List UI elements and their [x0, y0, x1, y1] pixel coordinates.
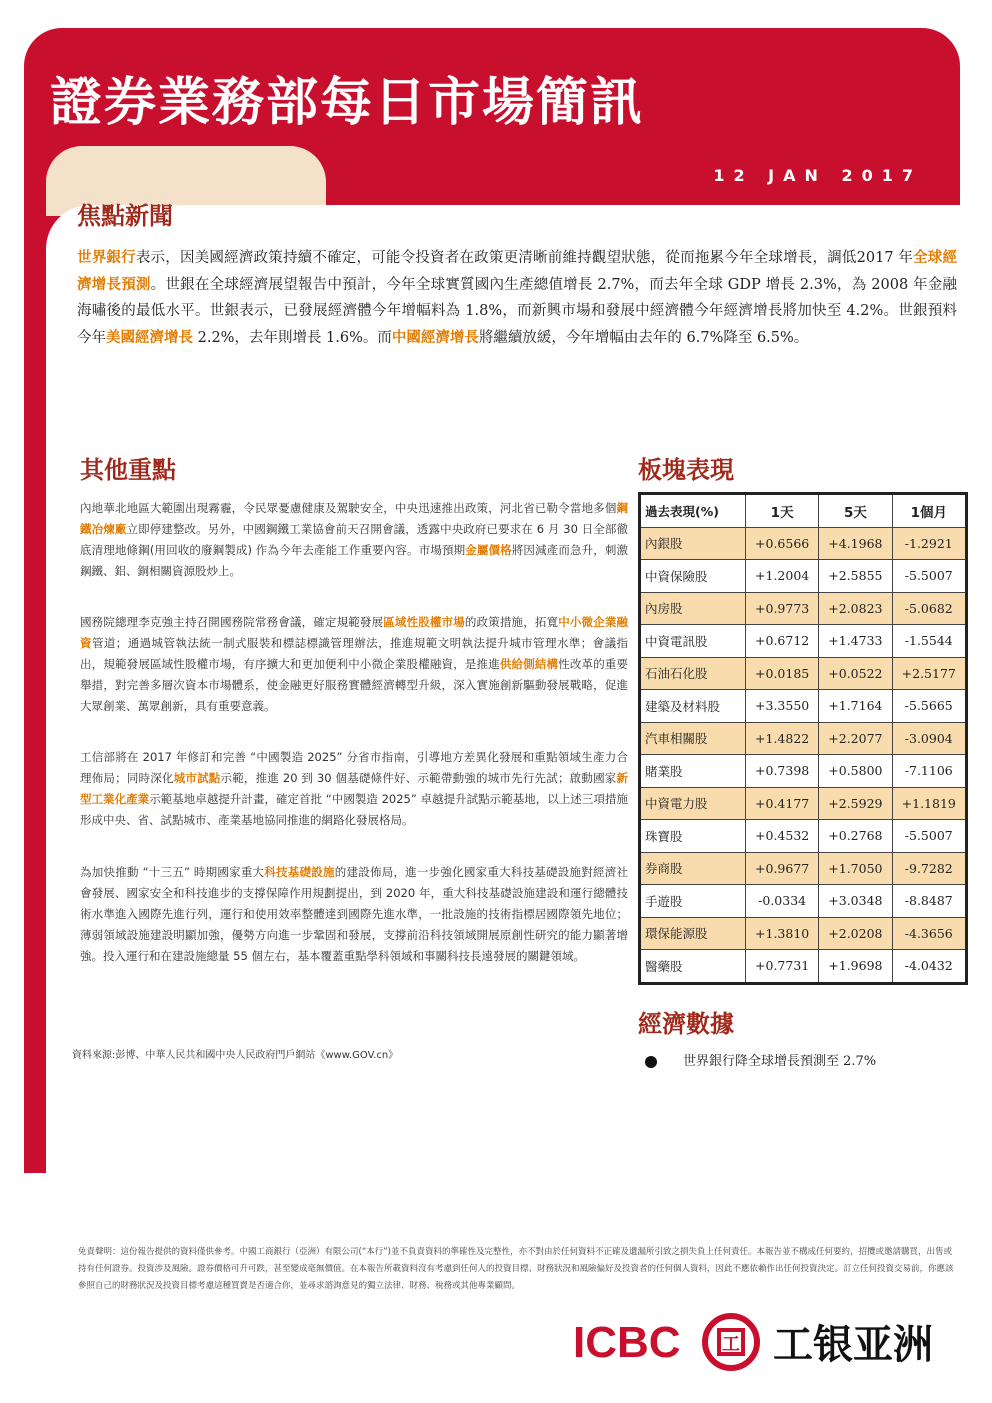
highlight-paragraph-4: [80, 862, 628, 967]
value-1-day: -0.0334: [746, 885, 819, 918]
text-segment: 性改革的重要舉措，對完善多層次資本市場體系，使金融更好服務實體經濟轉型升級，深入實施創新驅動發展戰略，促進大眾創業、萬眾創新，具有重要意義。: [80, 657, 629, 713]
text-segment: 的建設佈局，進一步強化國家重大科技基礎設施對經濟社會發展、國家安全和科技進步的支撐保障作用規劃提出，到 2020 年，重大科技基礎設施建設和運行總體技術水準進入國際先進行列，運行和使用效率整體達到國際先進水準，一批設施的技術指標居國際領先地位；薄弱領域設施建設明顯加強，優勢方向進一步鞏固和發展，支撐前沿科技領域開展原創性研究的能力顯著增強。投入運行和在建設施總量 55 個左右，基本覆蓋重點學科領域和事關科技長遠發展的關鍵領域。: [80, 865, 628, 963]
text-segment: 為加快推動 “十三五” 時期國家重大: [80, 865, 265, 879]
table-row: [640, 787, 967, 820]
sector-name: 珠寶股: [640, 820, 746, 853]
table-row: [640, 592, 967, 625]
value-1-month: -5.5007: [892, 820, 966, 853]
text-segment: 2.2%，去年則增長 1.6%。而: [193, 329, 392, 346]
table-row: [640, 885, 967, 918]
value-1-month: -5.5665: [892, 690, 966, 723]
text-segment: 管道；通過城管執法統一制式服裝和標誌標識管理辦法，推進規範文明執法提升城市管理水準；會議指出，規範發展區域性股權市場，有序擴大和更加便利中小微企業股權融資，是推進: [80, 636, 629, 671]
highlight-keyword: 科技基礎設施: [264, 865, 335, 879]
value-5-day: +1.4733: [819, 625, 892, 658]
highlight-paragraph-3: [80, 747, 628, 831]
value-1-day: +0.9773: [746, 592, 819, 625]
sector-name: 建築及材料股: [640, 690, 746, 723]
sector-name: 醫藥股: [640, 950, 746, 984]
icbc-emblem-icon: [705, 1316, 757, 1368]
highlight-keyword: 金屬價格: [465, 543, 512, 557]
table-row: [640, 527, 967, 560]
value-5-day: +0.2768: [819, 820, 892, 853]
sector-name: 石油石化股: [640, 657, 746, 690]
value-5-day: +1.9698: [819, 950, 892, 984]
value-1-day: +0.6712: [746, 625, 819, 658]
value-1-month: -3.0904: [892, 722, 966, 755]
value-5-day: +1.7164: [819, 690, 892, 723]
value-5-day: +0.0522: [819, 657, 892, 690]
text-segment: 工信部將在 2017 年修訂和完善 “中國製造 2025” 分省市指南，引導地方差異化發展和重點領域生產力合理佈局；同時深化: [80, 750, 628, 785]
text-segment: 將因減產而急升，刺激鋼鐵、鋁、銅相關資源股炒上。: [80, 543, 629, 578]
logo-emblem-text: 工: [722, 1334, 740, 1355]
value-1-month: -4.3656: [892, 917, 966, 950]
sector-name: 中資電力股: [640, 787, 746, 820]
value-5-day: +2.0208: [819, 917, 892, 950]
value-1-month: -8.8487: [892, 885, 966, 918]
highlight-keyword: 鋼鐵冶煉廠: [80, 501, 628, 536]
highlight-keyword: 供給側結構: [499, 657, 559, 671]
value-1-day: +3.3550: [746, 690, 819, 723]
source-note: 資料來源:彭博、中華人民共和國中央人民政府門戶網站《www.GOV.cn》: [72, 1050, 399, 1061]
bullet-icon: [645, 1056, 657, 1068]
table-row: [640, 820, 967, 853]
sector-name: 內房股: [640, 592, 746, 625]
value-1-day: +1.2004: [746, 560, 819, 593]
text-segment: 示範基地卓越提升計畫，確定首批 “中國製造 2025” 卓越提升試點示範基地，以上述三項措施形成中央、省、試點城市、產業基地協同推進的網路化發展格局。: [80, 792, 629, 827]
column-header: 過去表現(%): [640, 494, 746, 528]
highlight-keyword: 美國經濟增長: [106, 329, 193, 346]
icbc-logo: [573, 1312, 963, 1372]
sector-name: 賭業股: [640, 755, 746, 788]
sector-performance-heading: 板塊表現: [638, 456, 734, 484]
highlight-keyword: 區域性股權市場: [383, 615, 465, 629]
highlight-paragraph-1: [80, 498, 628, 582]
table-row: [640, 852, 967, 885]
logo-chinese-text: 工银亚洲: [773, 1322, 933, 1368]
highlight-keyword: 城市試點: [173, 771, 221, 785]
value-1-day: +1.3810: [746, 917, 819, 950]
column-header: 1個月: [892, 494, 966, 528]
value-5-day: +2.2077: [819, 722, 892, 755]
sector-name: 券商股: [640, 852, 746, 885]
highlight-keyword: 中國經濟增長: [391, 329, 479, 346]
highlight-keyword: 全球經濟增長預測: [77, 250, 957, 293]
other-highlights-heading: 其他重點: [80, 456, 176, 484]
table-row: [640, 625, 967, 658]
table-row: [640, 755, 967, 788]
text-segment: 國務院總理李克強主持召開國務院常務會議，確定規範發展: [80, 615, 384, 629]
economic-data-text: 世界銀行降全球增長預測至 2.7%: [683, 1054, 877, 1069]
economic-data-heading: 經濟數據: [638, 1010, 734, 1038]
value-1-day: +0.6566: [746, 527, 819, 560]
sector-name: 環保能源股: [640, 917, 746, 950]
highlight-keyword: 新型工業化產業: [80, 771, 629, 806]
value-5-day: +4.1968: [819, 527, 892, 560]
sector-name: 內銀股: [640, 527, 746, 560]
text-segment: 。世銀在全球經濟展望報告中預計，今年全球實質國內生產總值增長 2.7%，而去年全球 GDP 增長 2.3%，為 2008 年金融海嘯後的最低水平。世銀表示，已發展經濟體今年增幅料為 1.8%，而新興市場和發展中經濟體今年經濟增長將加快至 4.2%。世銀預料今年: [77, 276, 957, 346]
text-segment: 示範，推進 20 到 30 個基礎條件好、示範帶動強的城市先行先試；啟動國家: [220, 771, 617, 785]
text-segment: 的政策措施，拓寬: [464, 615, 559, 629]
table-row: [640, 950, 967, 984]
sector-name: 汽車相關股: [640, 722, 746, 755]
value-5-day: +2.5855: [819, 560, 892, 593]
value-1-month: -9.7282: [892, 852, 966, 885]
text-segment: 立即停建整改。另外，中國鋼鐵工業協會前天召開會議，透露中央政府已要求在 6 月 30 日全部徹底清理地條鋼(用回收的廢鋼製成) 作為今年去產能工作重要內容。市場預期: [80, 522, 628, 557]
sector-performance-table: [638, 492, 968, 985]
value-1-day: +0.9677: [746, 852, 819, 885]
value-1-month: -1.5544: [892, 625, 966, 658]
value-1-month: -4.0432: [892, 950, 966, 984]
value-1-day: +1.4822: [746, 722, 819, 755]
table-row: [640, 657, 967, 690]
table-header-row: [640, 494, 967, 528]
value-1-day: +0.7398: [746, 755, 819, 788]
disclaimer: 免責聲明：這份報告提供的資料僅供參考。中國工商銀行（亞洲）有限公司(“本行”)並不負責資料的準確性及完整性，亦不對由於任何資料不正確及遺漏所引致之損失負上任何責任。本報告並不構成任何要約，招攬或邀請購買，出售或持有任何證券。投資涉及風險。證券價格可升可跌，甚至變成毫無價值。在本報告所載資料沒有考慮到任何人的投資目標、財務狀況和風險偏好及投資者的任何個人資料，因此不應依賴作出任何投資決定。訂立任何投資交易前，你應該參照自己的財務狀況及投資目標考慮這種買賣是否適合你，並尋求諮詢意見的獨立法律、財務、稅務或其他專業顧問。: [78, 1247, 954, 1291]
value-1-month: -5.5007: [892, 560, 966, 593]
value-1-month: +2.5177: [892, 657, 966, 690]
value-5-day: +2.5929: [819, 787, 892, 820]
value-1-day: +0.4532: [746, 820, 819, 853]
value-1-day: +0.0185: [746, 657, 819, 690]
value-5-day: +3.0348: [819, 885, 892, 918]
value-1-month: -7.1106: [892, 755, 966, 788]
text-segment: 內地華北地區大範圍出現霧霾，令民眾憂慮健康及駕駛安全，中央迅速推出政策，河北省已勒令當地多個: [80, 501, 617, 515]
economic-data-item: [645, 1050, 876, 1069]
column-header: 5天: [819, 494, 892, 528]
focus-news-paragraph: [77, 245, 957, 351]
sector-name: 中資電訊股: [640, 625, 746, 658]
table-row: [640, 690, 967, 723]
focus-news-heading: 焦點新聞: [77, 202, 173, 230]
value-5-day: +1.7050: [819, 852, 892, 885]
highlight-paragraph-2: [80, 612, 628, 717]
sector-name: 中資保險股: [640, 560, 746, 593]
value-1-day: +0.7731: [746, 950, 819, 984]
value-5-day: +2.0823: [819, 592, 892, 625]
value-1-month: -5.0682: [892, 592, 966, 625]
table-row: [640, 560, 967, 593]
text-segment: 將繼續放緩，今年增幅由去年的 6.7%降至 6.5%。: [478, 329, 809, 346]
value-1-day: +0.4177: [746, 787, 819, 820]
text-segment: 表示，因美國經濟政策持續不確定，可能令投資者在政策更清晰前維持觀望狀態，從而拖累今年全球增長，調低2017 年: [135, 250, 914, 266]
report-date: 12 JAN 2017: [713, 166, 922, 185]
value-1-month: +1.1819: [892, 787, 966, 820]
table-row: [640, 722, 967, 755]
highlight-keyword: 中小微企業融資: [80, 615, 629, 650]
report-title: 證券業務部每日市場簡訊: [50, 73, 645, 133]
logo-latin-text: ICBC: [573, 1318, 681, 1367]
highlight-keyword: 世界銀行: [77, 250, 136, 266]
sector-name: 手遊股: [640, 885, 746, 918]
value-1-month: -1.2921: [892, 527, 966, 560]
column-header: 1天: [746, 494, 819, 528]
table-row: [640, 917, 967, 950]
value-5-day: +0.5800: [819, 755, 892, 788]
